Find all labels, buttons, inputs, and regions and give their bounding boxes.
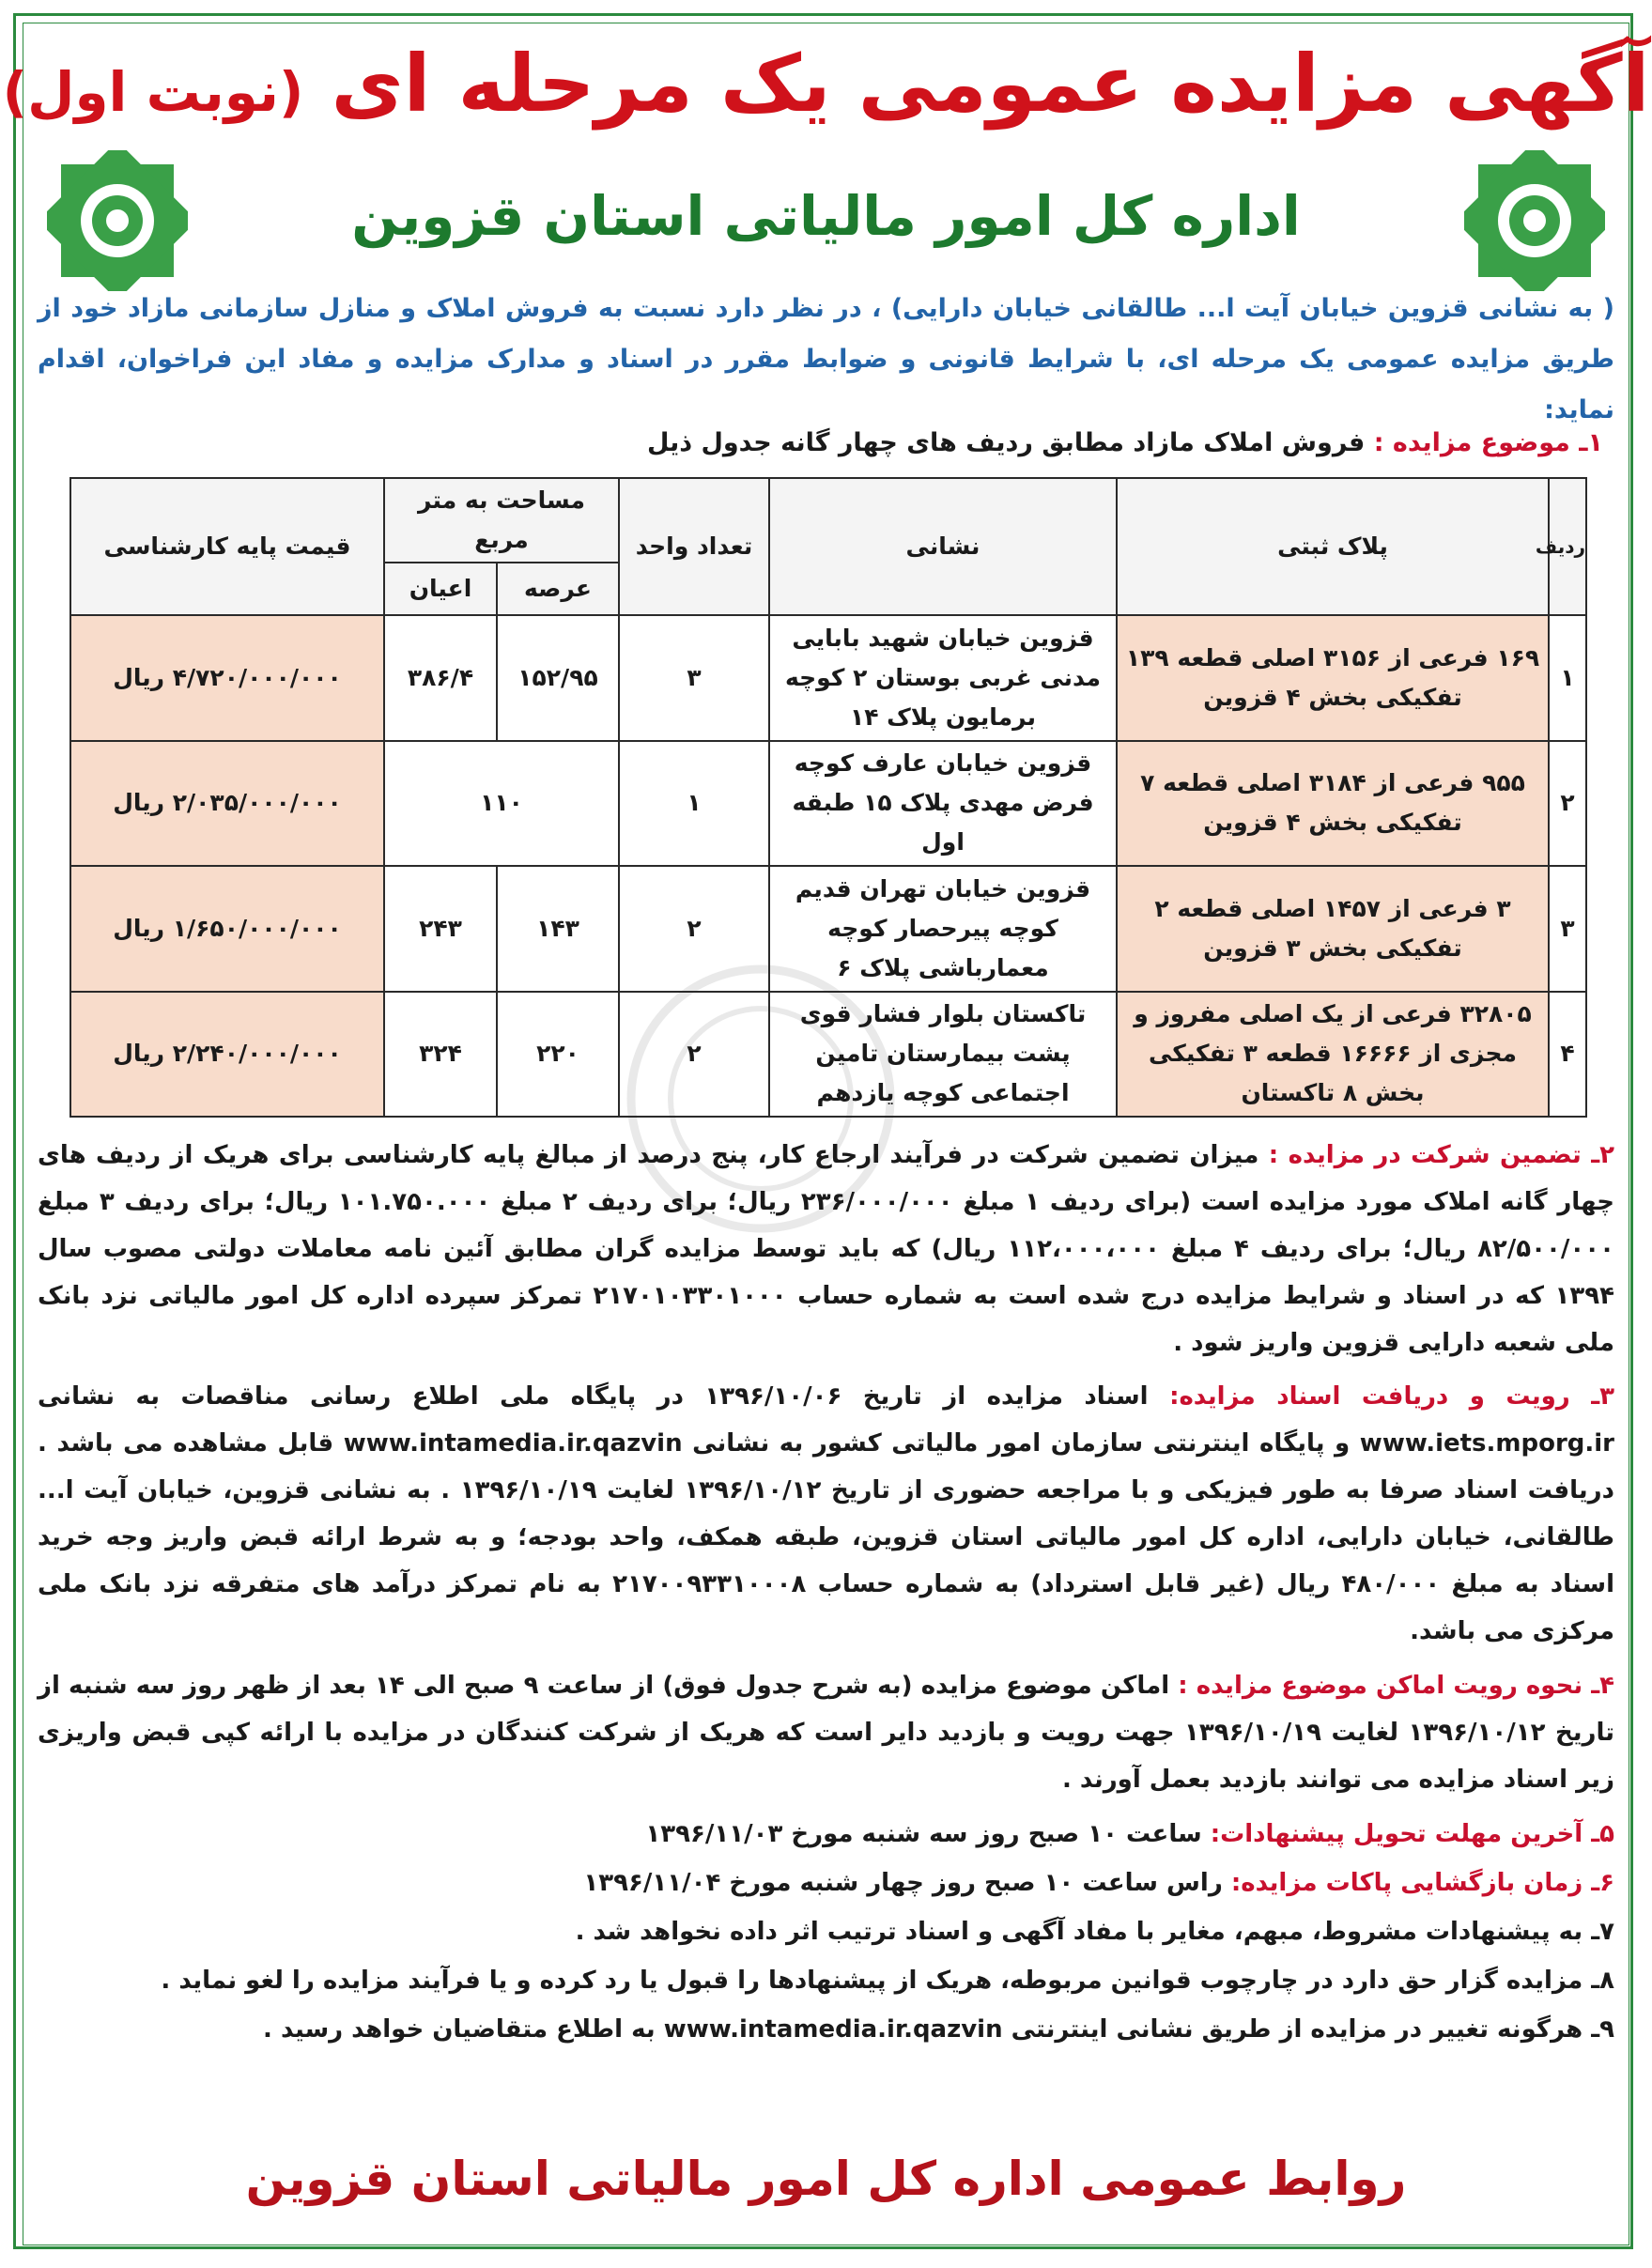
cell-units: ۲: [619, 992, 769, 1118]
section-6: [38, 1859, 1614, 1906]
section-5: [38, 1811, 1614, 1858]
cell-row: ۲: [1549, 741, 1586, 867]
cell-address: قزوین خیابان شهید بابایی مدنی غربی بوستان ۲ کوچه برمایون پلاک ۱۴: [769, 615, 1117, 741]
section-6-text: راس ساعت ۱۰ صبح روز چهار شنبه مورخ ۱۳۹۶/۱۱/۰۴: [583, 1869, 1223, 1897]
section-1: [647, 421, 1603, 466]
property-table: [69, 477, 1587, 1118]
intro-paragraph: ( به نشانی قزوین خیابان آیت ا... طالقانی خیابان دارایی) ، در نظر دارد نسبت به فروش املاک و منازل سازمانی مازاد خود از طریق مزایده عمومی یک مرحله ای، با شرایط قانونی و ضوابط مقرر در اسناد و مدارک مزایده و مفاد این فراخوان، اقدام نماید:: [38, 294, 1614, 424]
header-units: تعداد واحد: [619, 478, 769, 615]
footer-signature: روابط عمومی اداره کل امور مالیاتی استان قزوین: [245, 2152, 1407, 2206]
section-4-label: ۴ـ نحوه رویت اماکن موضوع مزایده :: [1178, 1672, 1614, 1700]
header-area: مساحت به متر مربع: [384, 478, 619, 563]
table-row: [70, 615, 1586, 741]
cell-plaque: ۳ فرعی از ۱۴۵۷ اصلی قطعه ۲ تفکیکی بخش ۳ قزوین: [1117, 866, 1549, 992]
section-5-text: ساعت ۱۰ صبح روز سه شنبه مورخ ۱۳۹۶/۱۱/۰۳: [645, 1820, 1202, 1848]
section-4: [38, 1662, 1614, 1803]
header-price: قیمت پایه کارشناسی: [70, 478, 384, 615]
section-2-text: میزان تضمین شرکت در فرآیند ارجاع کار، پنج درصد از مبالغ پایه کارشناسی برای هریک از ردیف های چهار گانه املاک مورد مزایده است (برای ردیف ۱ مبلغ ۲۳۶/۰۰۰/۰۰۰ ریال؛ برای ردیف ۲ مبلغ ۱۰۱.۷۵۰.۰۰۰ ریال؛ برای ردیف ۳ مبلغ ۸۲/۵۰۰/۰۰۰ ریال؛ برای ردیف ۴ مبلغ ۱۱۲،۰۰۰،۰۰۰ ریال) که باید توسط مزایده گران مطابق آئین نامه معاملات دولتی مصوب سال ۱۳۹۴ که در اسناد و شرایط مزایده درج شده است به شماره حساب ۲۱۷۰۱۰۳۳۰۱۰۰۰ تمرکز سپرده اداره کل امور مالیاتی نزد بانک ملی شعبه دارایی قزوین واریز شود .: [38, 1141, 1615, 1357]
page-subtitle: اداره کل امور مالیاتی استان قزوین: [351, 184, 1301, 248]
cell-address: قزوین خیابان تهران قدیم کوچه پیرحصار کوچه معمارباشی پلاک ۶: [769, 866, 1117, 992]
cell-price: ۲/۲۴۰/۰۰۰/۰۰۰ ریال: [70, 992, 384, 1118]
cell-land: ۱۴۳: [497, 866, 619, 992]
section-1-text: فروش املاک مازاد مطابق ردیف های چهار گانه جدول ذیل: [646, 428, 1366, 457]
section-7-text: ۷ـ به پیشنهادات مشروط، مبهم، مغایر با مفاد آگهی و اسناد ترتیب اثر داده نخواهد شد .: [575, 1918, 1614, 1946]
section-2: [38, 1132, 1614, 1366]
section-2-label: ۲ـ تضمین شرکت در مزایده :: [1268, 1141, 1614, 1169]
header-land: عرصه: [497, 563, 619, 615]
cell-plaque: ۱۶۹ فرعی از ۳۱۵۶ اصلی قطعه ۱۳۹ تفکیکی بخش ۴ قزوین: [1117, 615, 1549, 741]
section-8-text: ۸ـ مزایده گزار حق دارد در چارچوب قوانین مربوطه، هریک از پیشنهادها را قبول یا رد کرده و یا فرآیند مزایده را لغو نماید .: [161, 1967, 1614, 1995]
header-plaque: پلاک ثبتی: [1117, 478, 1549, 615]
title-main: آگهی مزایده عمومی یک مرحله ای: [331, 38, 1650, 130]
section-3: [38, 1373, 1614, 1655]
section-8: [38, 1957, 1614, 2004]
cell-row: ۱: [1549, 615, 1586, 741]
cell-building: ۳۸۶/۴: [384, 615, 497, 741]
section-7: [38, 1908, 1614, 1955]
section-3-text: اسناد مزایده از تاریخ ۱۳۹۶/۱۰/۰۶ در پایگاه ملی اطلاع رسانی مناقصات به نشانی www.iets.mporg.ir و پایگاه اینترنتی سازمان امور مالیاتی کشور به نشانی www.intamedia.ir.qazvin قابل مشاهده می باشد . دریافت اسناد صرفا به طور فیزیکی و با مراجعه حضوری از تاریخ ۱۳۹۶/۱۰/۱۲ لغایت ۱۳۹۶/۱۰/۱۹ . به نشانی قزوین، خیابان آیت ا... طالقانی، خیابان دارایی، اداره کل امور مالیاتی استان قزوین، طبقه همکف، واحد بودجه؛ و به شرط ارائه قبض واریز وجه خرید اسناد به مبلغ ۴۸۰/۰۰۰ ریال (غیر قابل استرداد) به شماره حساب ۲۱۷۰۰۹۳۳۱۰۰۰۸ به نام تمرکز درآمد های متفرقه نزد بانک ملی مرکزی می باشد.: [38, 1382, 1615, 1645]
cell-address: قزوین خیابان عارف کوچه فرض مهدی پلاک ۱۵ طبقه اول: [769, 741, 1117, 867]
cell-units: ۱: [619, 741, 769, 867]
section-9-text: ۹ـ هرگونه تغییر در مزایده از طریق نشانی اینترنتی www.intamedia.ir.qazvin به اطلاع متقاضیان خواهد رسید .: [263, 2015, 1614, 2044]
cell-land: ۱۵۲/۹۵: [497, 615, 619, 741]
section-4-text: اماکن موضوع مزایده (به شرح جدول فوق) از ساعت ۹ صبح الی ۱۴ بعد از ظهر روز سه شنبه از تاریخ ۱۳۹۶/۱۰/۱۲ لغایت ۱۳۹۶/۱۰/۱۹ جهت رویت و بازدید دایر است که هریک از شرکت کنندگان در مزایده با ارائه کپی قبض واریزی زیر اسناد مزایده می توانند بازدید بعمل آورند .: [38, 1672, 1615, 1794]
cell-row: ۴: [1549, 992, 1586, 1118]
table-row: [70, 866, 1586, 992]
table-row: [70, 741, 1586, 867]
cell-land: ۲۲۰: [497, 992, 619, 1118]
cell-building: ۳۲۴: [384, 992, 497, 1118]
cell-building: ۲۴۳: [384, 866, 497, 992]
cell-row: ۳: [1549, 866, 1586, 992]
section-9: [38, 2006, 1614, 2053]
section-5-label: ۵ـ آخرین مهلت تحویل پیشنهادات:: [1210, 1820, 1614, 1848]
title-round-note: (نوبت اول): [2, 60, 304, 124]
header-row: ردیف: [1549, 478, 1586, 615]
section-6-label: ۶ـ زمان بازگشایی پاکات مزایده:: [1230, 1869, 1614, 1897]
cell-plaque: ۳۲۸۰۵ فرعی از یک اصلی مفروز و مجزی از ۱۶۶۶۶ قطعه ۳ تفکیکی بخش ۸ تاکستان: [1117, 992, 1549, 1118]
section-3-label: ۳ـ رویت و دریافت اسناد مزایده:: [1169, 1382, 1615, 1411]
cell-price: ۲/۰۳۵/۰۰۰/۰۰۰ ریال: [70, 741, 384, 867]
section-1-label: ۱ـ موضوع مزایده :: [1373, 428, 1603, 457]
header-address: نشانی: [769, 478, 1117, 615]
cell-plaque: ۹۵۵ فرعی از ۳۱۸۴ اصلی قطعه ۷ تفکیکی بخش ۴ قزوین: [1117, 741, 1549, 867]
cell-area-merged: ۱۱۰: [384, 741, 619, 867]
cell-units: ۳: [619, 615, 769, 741]
header-building: اعیان: [384, 563, 497, 615]
cell-price: ۱/۶۵۰/۰۰۰/۰۰۰ ریال: [70, 866, 384, 992]
cell-price: ۴/۷۲۰/۰۰۰/۰۰۰ ریال: [70, 615, 384, 741]
cell-units: ۲: [619, 866, 769, 992]
page-title: [0, 32, 1652, 144]
cell-address: تاکستان بلوار فشار قوی پشت بیمارستان تامین اجتماعی کوچه یازدهم: [769, 992, 1117, 1118]
table-row: [70, 992, 1586, 1118]
